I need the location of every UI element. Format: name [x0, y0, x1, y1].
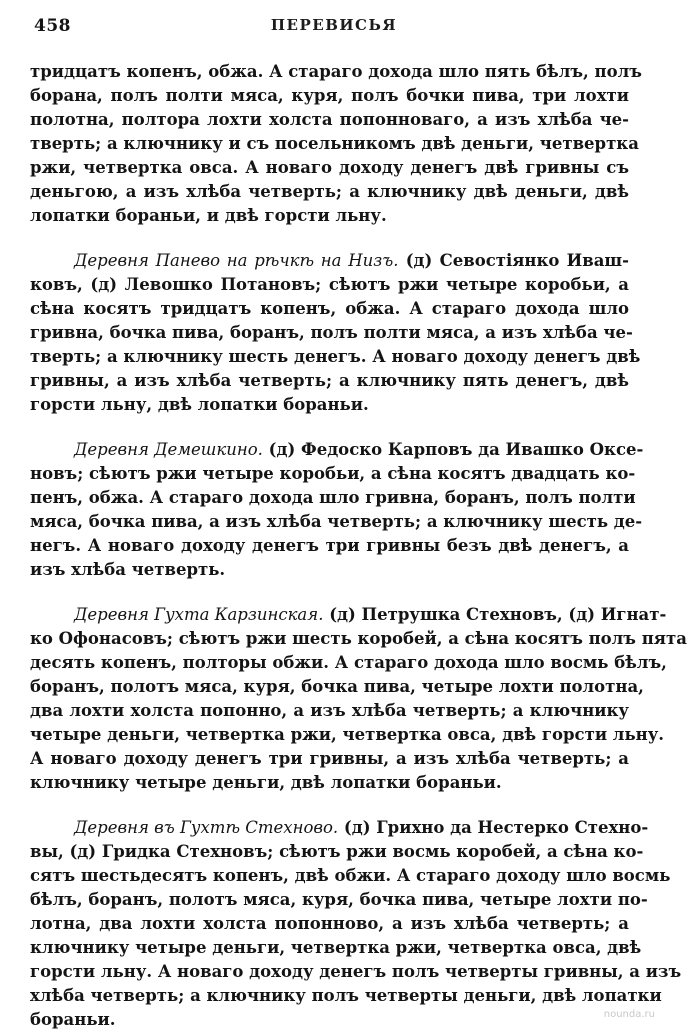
page-number: 458	[34, 16, 71, 36]
line-text: вы, (д) Гридка Стехновъ; сѣютъ ржи восмь коробей, а сѣна ко-	[30, 842, 644, 861]
paragraph	[30, 816, 682, 1032]
line-text: (д) Федоско Карповъ да Ивашко Оксе-	[262, 440, 644, 459]
line-text: (д) Грихно да Нестерко Стехно-	[338, 818, 649, 837]
text-line	[30, 984, 662, 1008]
text-line	[30, 180, 629, 204]
body-text	[30, 60, 687, 1032]
text-line	[30, 864, 671, 888]
text-line	[30, 699, 629, 723]
line-text: ржи, четвертка овса. А новаго доходу денегъ двѣ гривны съ	[30, 158, 629, 177]
line-text: боранъ, полотъ мяса, куря, бочка пива, четыре лохти полотна,	[30, 677, 644, 696]
line-text: горсти льну. А новаго доходу денегъ полъ четверты гривны, а изъ	[30, 962, 682, 981]
village-name: Деревня Панево на рѣчкѣ на Низъ.	[74, 251, 399, 270]
line-text: (д) Петрушка Стехновъ, (д) Игнат-	[323, 605, 667, 624]
text-line	[30, 462, 636, 486]
line-text: бѣлъ, боранъ, полотъ мяса, куря, бочка пива, четыре лохти по-	[30, 890, 648, 909]
text-line	[30, 84, 629, 108]
line-text: сѣна косятъ тридцатъ копенъ, обжа. А стараго дохода шло	[30, 299, 629, 318]
village-name: Деревня Гухта Карзинская.	[74, 605, 324, 624]
text-line	[30, 840, 644, 864]
text-line	[30, 912, 629, 936]
running-head: ПЕРЕВИСЬЯ	[270, 16, 398, 34]
paragraph-gap	[30, 795, 629, 816]
text-line	[30, 603, 667, 627]
text-line	[30, 345, 641, 369]
text-line	[30, 273, 629, 297]
paragraph	[30, 249, 641, 417]
line-text: гривна, бочка пива, боранъ, полъ полти мяса, а изъ хлѣба че-	[30, 323, 633, 342]
line-text: тридцатъ копенъ, обжа. А стараго дохода шло пять бѣлъ, полъ	[30, 62, 642, 81]
line-text: изъ хлѣба четверть.	[30, 560, 226, 579]
page-header	[34, 16, 634, 42]
line-text: тверть; а ключнику шесть денегъ. А новаго доходу денегъ двѣ	[30, 347, 641, 366]
line-text: сятъ шестьдесятъ копенъ, двѣ обжи. А стараго доходу шло восмь	[30, 866, 671, 885]
line-text: (д) Севостіянко Иваш-	[398, 251, 629, 270]
text-line	[30, 486, 636, 510]
line-text: ключнику четыре деньги, двѣ лопатки бораньи.	[30, 773, 502, 792]
line-text: пенъ, обжа. А стараго дохода шло гривна, боранъ, полъ полти	[30, 488, 636, 507]
line-text: четыре деньги, четвертка ржи, четвертка овса, двѣ горсти льну.	[30, 725, 665, 744]
line-text: ковъ, (д) Левошко Потановъ; сѣютъ ржи четыре коробьи, а	[30, 275, 629, 294]
text-line	[30, 156, 629, 180]
text-line	[30, 510, 643, 534]
line-text: ко Офонасовъ; сѣютъ ржи шесть коробей, а сѣна косятъ полъ пята	[30, 629, 687, 648]
paragraph-gap	[30, 582, 629, 603]
text-line	[30, 675, 644, 699]
line-text: десять копенъ, полторы обжи. А стараго дохода шло восмь бѣлъ,	[30, 653, 667, 672]
line-text: полотна, полтора лохти холста попонноваго, а изъ хлѣба че-	[30, 110, 629, 129]
text-line	[30, 1008, 629, 1032]
line-text: новъ; сѣютъ ржи четыре коробьи, а сѣна косятъ двадцать ко-	[30, 464, 636, 483]
line-text: гривны, а изъ хлѣба четверть; а ключнику пять денегъ, двѣ	[30, 371, 629, 390]
village-name: Деревня въ Гухтѣ Стехново.	[74, 818, 339, 837]
paragraph	[30, 603, 687, 795]
line-text: негъ. А новаго доходу денегъ три гривны безъ двѣ денегъ, а	[30, 536, 629, 555]
line-text: бораньи.	[30, 1010, 116, 1029]
text-line	[30, 960, 682, 984]
line-text: деньгою, а изъ хлѣба четверть; а ключнику двѣ деньги, двѣ	[30, 182, 629, 201]
line-text: два лохти холста попонно, а изъ хлѣба четверть; а ключнику	[30, 701, 629, 720]
line-text: горсти льну, двѣ лопатки бораньи.	[30, 395, 369, 414]
line-text: борана, полъ полти мяса, куря, полъ бочки пива, три лохти	[30, 86, 629, 105]
text-line	[30, 321, 633, 345]
watermark: nounda.ru	[603, 1009, 655, 1020]
text-line	[30, 369, 629, 393]
line-text: мяса, бочка пива, а изъ хлѣба четверть; а ключнику шесть де-	[30, 512, 643, 531]
text-line	[30, 60, 642, 84]
text-line	[30, 627, 687, 651]
paragraph	[30, 60, 642, 228]
text-line	[30, 936, 642, 960]
text-line	[30, 297, 629, 321]
paragraph-gap	[30, 228, 629, 249]
line-text: А новаго доходу денегъ три гривны, а изъ хлѣба четверть; а	[30, 749, 629, 768]
line-text: тверть; а ключнику и съ посельникомъ двѣ деньги, четвертка	[30, 134, 639, 153]
line-text: ключнику четыре деньги, четвертка ржи, четвертка овса, двѣ	[30, 938, 642, 957]
paragraph-gap	[30, 417, 629, 438]
text-line	[30, 249, 629, 273]
text-line	[30, 816, 649, 840]
text-line	[30, 534, 629, 558]
text-line	[30, 723, 665, 747]
line-text: хлѣба четверть; а ключнику полъ четверты деньги, двѣ лопатки	[30, 986, 662, 1005]
village-name: Деревня Демешкино.	[74, 440, 263, 459]
text-line	[30, 888, 648, 912]
text-line	[30, 558, 629, 582]
text-line	[30, 771, 629, 795]
line-text: лопатки бораньи, и двѣ горсти льну.	[30, 206, 387, 225]
line-text: лотна, два лохти холста попонново, а изъ хлѣба четверть; а	[30, 914, 629, 933]
paragraph	[30, 438, 644, 582]
text-line	[30, 132, 639, 156]
text-line	[30, 108, 629, 132]
text-line	[30, 747, 629, 771]
text-line	[30, 393, 629, 417]
text-line	[30, 651, 667, 675]
text-line	[30, 438, 644, 462]
text-line	[30, 204, 629, 228]
